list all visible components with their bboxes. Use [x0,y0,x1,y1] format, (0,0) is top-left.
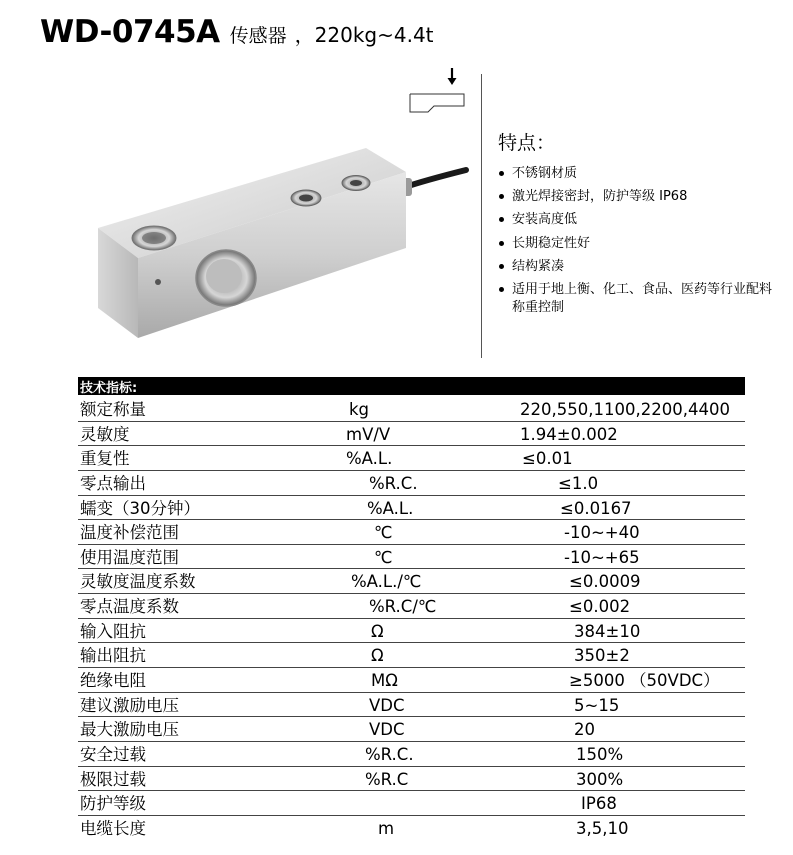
spec-header-label: 技术指标: [80,381,138,396]
spec-unit: Ω [371,621,384,641]
table-row [78,594,745,619]
spec-value: 20 [574,720,595,740]
spec-value: 5~15 [574,695,620,715]
page-title [40,14,434,54]
spec-value: ≤0.0167 [560,498,632,518]
spec-unit: %R.C. [365,744,414,764]
spec-name: 灵敏度 [80,424,130,444]
load-cell-image [76,140,471,360]
spec-name: 额定称量 [80,400,146,419]
table-row [78,422,745,447]
spec-value: ≤0.002 [569,597,631,617]
table-row [78,471,745,496]
table-row [78,569,745,594]
features-list [498,165,788,317]
spec-name: 使用温度范围 [80,547,179,567]
table-row [78,446,745,471]
table-row [78,791,745,816]
spec-unit: mV/V [346,424,391,444]
spec-unit: %R.C [365,769,409,789]
table-row [78,397,745,422]
spec-unit: %R.C. [369,473,418,493]
spec-name: 绝缘电阻 [80,671,146,691]
spec-value: IP68 [581,794,617,814]
feature-item: 安装高度低 [498,211,788,229]
spec-name: 零点输出 [80,473,146,493]
spec-name: 安全过载 [80,744,146,764]
table-row [78,816,745,841]
table-row [78,496,745,521]
feature-item: 结构紧凑 [498,258,788,276]
features-heading: 特点： [498,132,556,154]
feature-item: 激光焊接密封，防护等级 IP68 [498,188,788,206]
spec-unit: %A.L. [367,498,414,518]
spec-unit: VDC [369,695,405,715]
spec-name: 防护等级 [80,794,146,814]
spec-unit: %A.L. [346,449,393,469]
table-row [78,767,745,792]
mounting-diagram-icon [404,66,468,122]
table-row [78,545,745,570]
spec-value: 384±10 [574,621,641,641]
spec-unit: MΩ [371,671,398,691]
spec-name: 输出阻抗 [80,646,146,666]
spec-unit: ℃ [374,547,393,567]
spec-unit: ℃ [374,523,393,543]
spec-unit: m [378,818,395,838]
spec-value: 1.94±0.002 [520,424,618,444]
spec-value: -10~+65 [564,547,640,567]
table-row [78,643,745,668]
spec-value: 220,550,1100,2200,4400 [520,400,730,419]
table-row [78,520,745,545]
spec-unit: %R.C/℃ [369,597,437,617]
spec-name: 蠕变（30分钟） [80,498,200,518]
spec-unit: VDC [369,720,405,740]
spec-unit: Ω [371,646,384,666]
product-type: 传感器 [229,25,287,47]
spec-name: 最大激励电压 [80,720,179,740]
spec-table [78,397,745,841]
spec-table-header [78,377,745,395]
table-row [78,717,745,742]
spec-name: 重复性 [80,449,130,469]
spec-value: ≤0.01 [522,449,573,469]
spec-unit: kg [349,400,370,419]
capacity-range: ，220kg~4.4t [294,23,434,47]
model-number: WD-0745A [40,14,220,50]
feature-item: 长期稳定性好 [498,235,788,253]
features-section [498,128,788,322]
spec-value: ≥5000 （50VDC） [569,671,720,691]
spec-value: -10~+40 [564,523,640,543]
spec-name: 极限过载 [80,769,146,789]
spec-name: 电缆长度 [80,818,146,838]
spec-unit: %A.L./℃ [351,572,422,592]
divider [481,74,482,358]
feature-item: 不锈钢材质 [498,165,788,183]
spec-value: 300% [576,769,624,789]
spec-value: ≤0.0009 [569,572,641,592]
table-row [78,742,745,767]
spec-name: 灵敏度温度系数 [80,572,196,592]
spec-value: 150% [576,744,624,764]
table-row [78,668,745,693]
spec-name: 温度补偿范围 [80,523,179,543]
spec-value: ≤1.0 [558,473,599,493]
spec-name: 输入阻抗 [80,621,146,641]
spec-name: 零点温度系数 [80,597,179,617]
feature-item: 适用于地上衡、化工、食品、医药等行业配料称重控制 [498,281,774,317]
spec-name: 建议激励电压 [80,695,179,715]
table-row [78,693,745,718]
spec-value: 3,5,10 [576,818,629,838]
spec-value: 350±2 [574,646,630,666]
table-row [78,619,745,644]
